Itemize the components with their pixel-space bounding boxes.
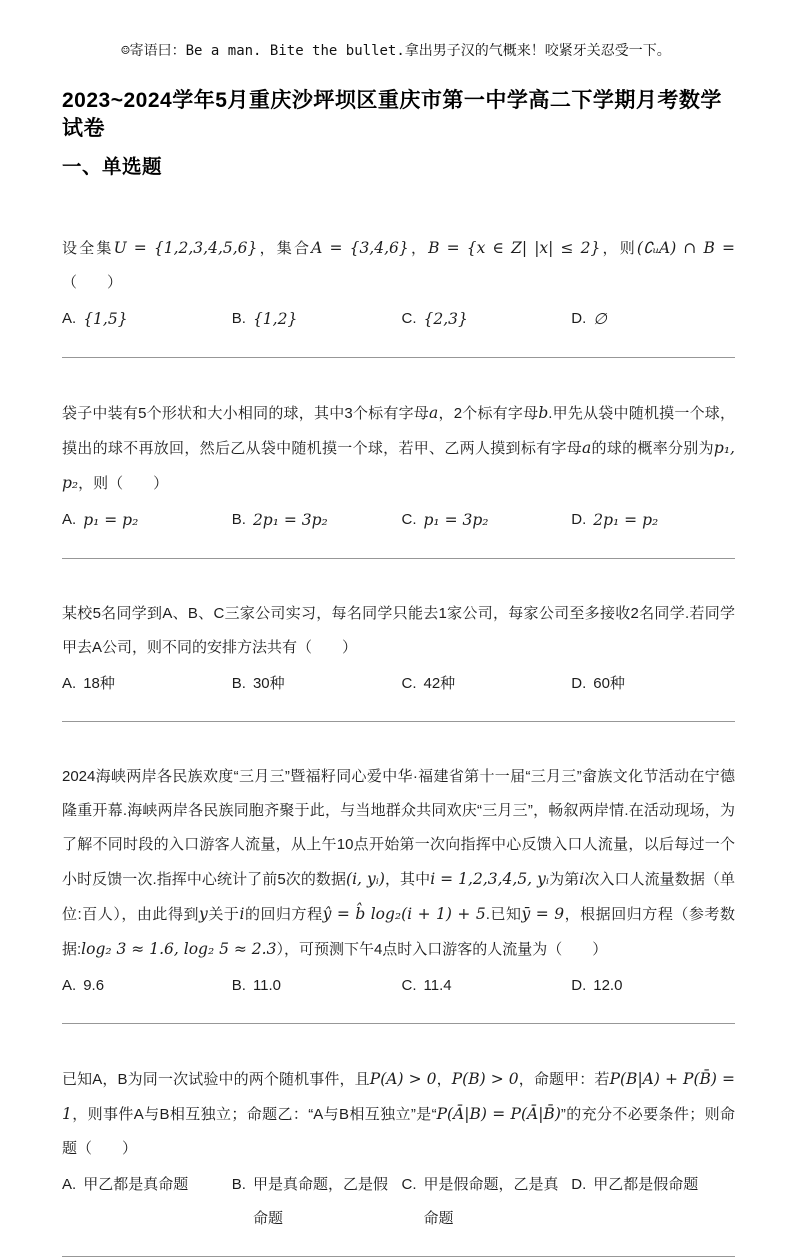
option-text — [83, 1168, 226, 1202]
stem-math: B = {x ∈ Z| |x| ≤ 2} — [428, 238, 601, 257]
stem-math: i — [579, 869, 585, 888]
stem-math: P(B) > 0 — [451, 1069, 519, 1088]
option-plain-text: 11.4 — [423, 976, 452, 994]
options-row — [62, 503, 735, 538]
question-divider — [62, 558, 735, 559]
option-c — [402, 969, 566, 1003]
option-label: B. — [231, 309, 246, 327]
option-label: A. — [62, 309, 77, 327]
stem-math: P(A) > 0 — [369, 1069, 437, 1088]
option-text — [253, 969, 396, 1003]
option-a — [62, 302, 226, 337]
option-b — [232, 503, 396, 538]
option-text — [593, 1168, 735, 1202]
stem-math: U = {1,2,3,4,5,6} — [113, 238, 258, 257]
option-math: {1,2} — [252, 309, 298, 328]
option-plain-text: 11.0 — [252, 976, 282, 994]
stem-text: 关于 — [207, 905, 240, 923]
stem-text: 某校5名同学到A、B、C三家公司实习，每名同学只能去1家公司，每家公司至多接收2名同学.若同学甲去A公司，则不同的安排方法共有（ ） — [62, 604, 735, 656]
option-label: D. — [571, 510, 587, 528]
option-label: D. — [571, 309, 587, 327]
question-divider — [62, 1023, 735, 1024]
option-c — [402, 302, 566, 337]
question-block — [62, 597, 735, 722]
option-label: A. — [62, 510, 77, 528]
option-text — [253, 302, 396, 337]
option-label: A. — [62, 1175, 77, 1193]
option-label: C. — [401, 674, 417, 692]
option-text — [593, 667, 735, 701]
option-plain-text: 30种 — [252, 674, 285, 692]
option-b — [232, 1168, 396, 1236]
option-label: A. — [62, 976, 77, 994]
option-d — [571, 302, 735, 337]
option-text — [83, 667, 226, 701]
option-plain-text: 甲乙都是真命题 — [83, 1175, 189, 1193]
option-text — [424, 1168, 566, 1236]
option-math: p₁ = p₂ — [83, 510, 139, 529]
option-a — [62, 1168, 226, 1202]
option-plain-text: 甲是真命题，乙是假命题 — [252, 1175, 388, 1227]
section-heading: 一、单选题 — [62, 155, 163, 178]
stem-text: ，则 — [600, 239, 637, 257]
stem-text: 的回归方程 — [244, 905, 323, 923]
page-title: 2023~2024学年5月重庆沙坪坝区重庆市第一中学高二下学期月考数学试卷 — [62, 89, 722, 141]
question-block — [62, 396, 735, 559]
option-math: {1,5} — [83, 309, 128, 328]
options-row — [62, 969, 735, 1003]
question-block — [62, 1062, 735, 1257]
question-stem — [62, 231, 735, 300]
option-text — [424, 667, 566, 701]
option-text — [83, 302, 226, 337]
question-block — [62, 231, 735, 358]
option-label: C. — [401, 309, 417, 327]
stem-text: ”的充分不必要条件；则命题（ ） — [62, 1105, 735, 1157]
option-math: 2p₁ = 3p₂ — [252, 510, 328, 529]
option-plain-text: 42种 — [423, 674, 456, 692]
option-plain-text: 18种 — [83, 674, 115, 692]
question-divider — [62, 721, 735, 722]
option-label: A. — [62, 674, 77, 692]
question-stem — [62, 1062, 735, 1166]
option-text — [424, 302, 566, 337]
option-c — [402, 503, 566, 538]
option-c — [402, 1168, 566, 1236]
stem-text: 袋子中装有5个形状和大小相同的球，其中3个标有字母 — [62, 404, 430, 422]
stem-text: 设全集 — [62, 239, 114, 257]
questions — [62, 231, 735, 1257]
option-text — [593, 503, 735, 538]
option-text — [83, 969, 226, 1003]
option-b — [232, 667, 396, 701]
option-text — [593, 969, 735, 1003]
option-a — [62, 667, 226, 701]
option-d — [571, 503, 735, 538]
stem-text: ，集合 — [257, 239, 312, 257]
question-divider — [62, 357, 735, 358]
option-plain-text: 甲乙都是假命题 — [593, 1175, 699, 1193]
stem-math: (i, yᵢ) — [346, 869, 385, 888]
option-text — [424, 503, 566, 538]
stem-math: i — [239, 904, 245, 923]
option-math: 2p₁ = p₂ — [593, 510, 659, 529]
option-text — [253, 667, 396, 701]
stem-text: ，则（ ） — [78, 474, 169, 492]
option-label: D. — [571, 674, 587, 692]
stem-math: ŷ = b̂ log₂(i + 1) + 5 — [322, 904, 486, 923]
stem-text: .甲先从袋中随机摸一个球，摸出的球不再放回，然后乙从袋中随机摸一个球，若甲、乙两人摸到标有字母 — [62, 404, 736, 457]
stem-math: i = 1,2,3,4,5, yᵢ — [430, 869, 549, 888]
stem-math: p₁, p₂ — [62, 438, 735, 492]
stem-math: log₂ 3 ≈ 1.6, log₂ 5 ≈ 2.3 — [81, 939, 277, 958]
stem-math: (∁ᵤA) ∩ B = — [636, 238, 735, 257]
option-label: C. — [401, 976, 417, 994]
stem-text: ， — [408, 239, 429, 257]
stem-text: .已知 — [485, 905, 522, 923]
option-math: ∅ — [593, 309, 607, 328]
options-row — [62, 667, 735, 701]
stem-math: P(Ā|B) = P(Ā|B̄) — [436, 1104, 561, 1123]
option-text — [424, 969, 566, 1003]
option-text — [83, 503, 226, 538]
option-label: D. — [571, 976, 587, 994]
stem-math: P(B|A) + P(B̄) = 1 — [62, 1069, 735, 1123]
stem-text: （ ） — [62, 273, 123, 291]
question-stem — [62, 396, 735, 501]
option-b — [232, 969, 396, 1003]
option-plain-text: 12.0 — [593, 976, 623, 994]
stem-text: 2024海峡两岸各民族欢度“三月三”暨福籽同心爱中华·福建省第十一届“三月三”畲族文化节活动在宁德隆重开幕.海峡两岸各民族同胞齐聚于此，与当地群众共同欢庆“三月三”，畅叙两岸情.在活动现场，为了解不同时段的入口游客人流量，从上午10点开始第一次向指挥中心反馈入口人流量，以后每过一个小时反馈一次.指挥中心统计了前5次的数据 — [62, 767, 735, 888]
option-a — [62, 503, 226, 538]
stem-text: 的球的概率分别为 — [591, 439, 714, 457]
option-plain-text: 甲是假命题，乙是真命题 — [423, 1175, 559, 1227]
option-label: B. — [231, 674, 246, 692]
stem-math: b — [538, 403, 549, 422]
option-plain-text: 60种 — [593, 674, 625, 692]
stem-text: ，则事件A与B相互独立；命题乙：“A与B相互独立”是“ — [71, 1105, 437, 1123]
stem-text: ，命题甲：若 — [518, 1070, 610, 1088]
question-block — [62, 760, 735, 1024]
motto-line: ☺寄语曰：Be a man. Bite the bullet.拿出男子汉的气概来！咬紧牙关忍受一下。 — [121, 43, 671, 59]
option-c — [402, 667, 566, 701]
stem-text: ，根据回归方程（参考数据: — [62, 905, 735, 958]
stem-math: a — [582, 438, 592, 457]
option-d — [571, 969, 735, 1003]
stem-text: 次入口人流量数据（单位:百人），由此得到 — [62, 870, 735, 923]
stem-text: 已知A，B为同一次试验中的两个随机事件，且 — [62, 1070, 370, 1088]
option-d — [571, 1168, 735, 1202]
option-a — [62, 969, 226, 1003]
options-row — [62, 1168, 735, 1236]
options-row — [62, 302, 735, 337]
option-label: B. — [231, 510, 246, 528]
option-b — [232, 302, 396, 337]
option-text — [593, 302, 735, 337]
option-math: p₁ = 3p₂ — [423, 510, 489, 529]
stem-math: ȳ = 9 — [521, 904, 565, 923]
option-label: C. — [401, 1175, 417, 1193]
option-label: C. — [401, 510, 417, 528]
stem-text: ，其中 — [384, 870, 431, 888]
option-text — [253, 503, 396, 538]
stem-text: ），可预测下午4点时入口游客的人流量为（ ） — [276, 940, 608, 958]
option-label: B. — [231, 1175, 246, 1193]
stem-math: y — [199, 904, 208, 923]
stem-math: A = {3,4,6} — [311, 238, 409, 257]
stem-text: ，2个标有字母 — [438, 404, 539, 422]
question-stem — [62, 597, 735, 665]
option-d — [571, 667, 735, 701]
question-stem — [62, 760, 735, 967]
stem-text: ， — [436, 1070, 452, 1088]
stem-text: 为第 — [549, 870, 580, 888]
stem-math: a — [429, 403, 439, 422]
option-label: D. — [571, 1175, 587, 1193]
option-text — [253, 1168, 396, 1236]
option-plain-text: 9.6 — [83, 976, 105, 994]
option-math: {2,3} — [423, 309, 468, 328]
option-label: B. — [231, 976, 246, 994]
